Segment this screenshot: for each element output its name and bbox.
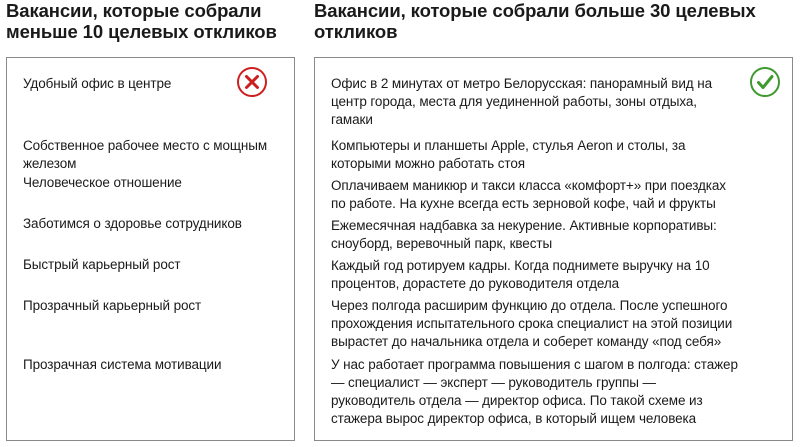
right-benefit-item: Через полгода расширим функцию до отдела. После успешного прохождения испытательного срока специалист на этой позиции вырастет до начальника отдела и соберет команду «под себя» xyxy=(331,298,733,349)
left-benefit-item: Собственное рабочее место с мощным железом xyxy=(23,138,268,171)
left-benefit-item: Удобный офис в центре xyxy=(23,76,172,91)
right-benefit-item: Оплачиваем маникюр и такси класса «комфорт+» при поездках по работе. На кухне всегда есть зерновой кофе, чай и фрукты xyxy=(331,178,726,211)
left-benefit-item: Человеческое отношение xyxy=(23,175,182,190)
left-benefit-item: Быстрый карьерный рост xyxy=(23,257,181,272)
left-benefit-item: Прозрачный карьерный рост xyxy=(23,298,202,313)
right-benefit-item: Офис в 2 минутах от метро Белорусская: панорамный вид на центр города, места для уединенной работы, зоны отдыха, гамаки xyxy=(331,76,713,127)
right-benefit-item: Ежемесячная надбавка за некурение. Активные корпоративы: сноуборд, веревочный парк, квесты xyxy=(331,218,717,251)
right-benefit-item: Компьютеры и планшеты Apple, стулья Aeron и столы, за которыми можно работать стоя xyxy=(331,138,686,171)
right-benefit-item: У нас работает программа повышения с шагом в полгода: стажер — специалист — эксперт — руководитель группы — руководитель отдела — директор офиса. По такой схеме из стажера вырос директор офиса, в который ищем человека xyxy=(331,357,738,426)
right-benefits-panel xyxy=(314,57,793,441)
right-benefit-item: Каждый год ротируем кадры. Когда поднимете выручку на 10 процентов, дорастете до руководителя отдела xyxy=(331,258,710,291)
left-benefit-item: Заботимся о здоровье сотрудников xyxy=(23,216,242,231)
left-benefits-panel xyxy=(6,57,295,441)
right-column-title: Вакансии, которые собрали больше 30 целевых откликов xyxy=(314,0,756,42)
checkmark-icon xyxy=(749,66,781,98)
left-benefit-item: Прозрачная система мотивации xyxy=(23,357,222,372)
left-column-title: Вакансии, которые собрали меньше 10 целевых откликов xyxy=(6,0,277,42)
